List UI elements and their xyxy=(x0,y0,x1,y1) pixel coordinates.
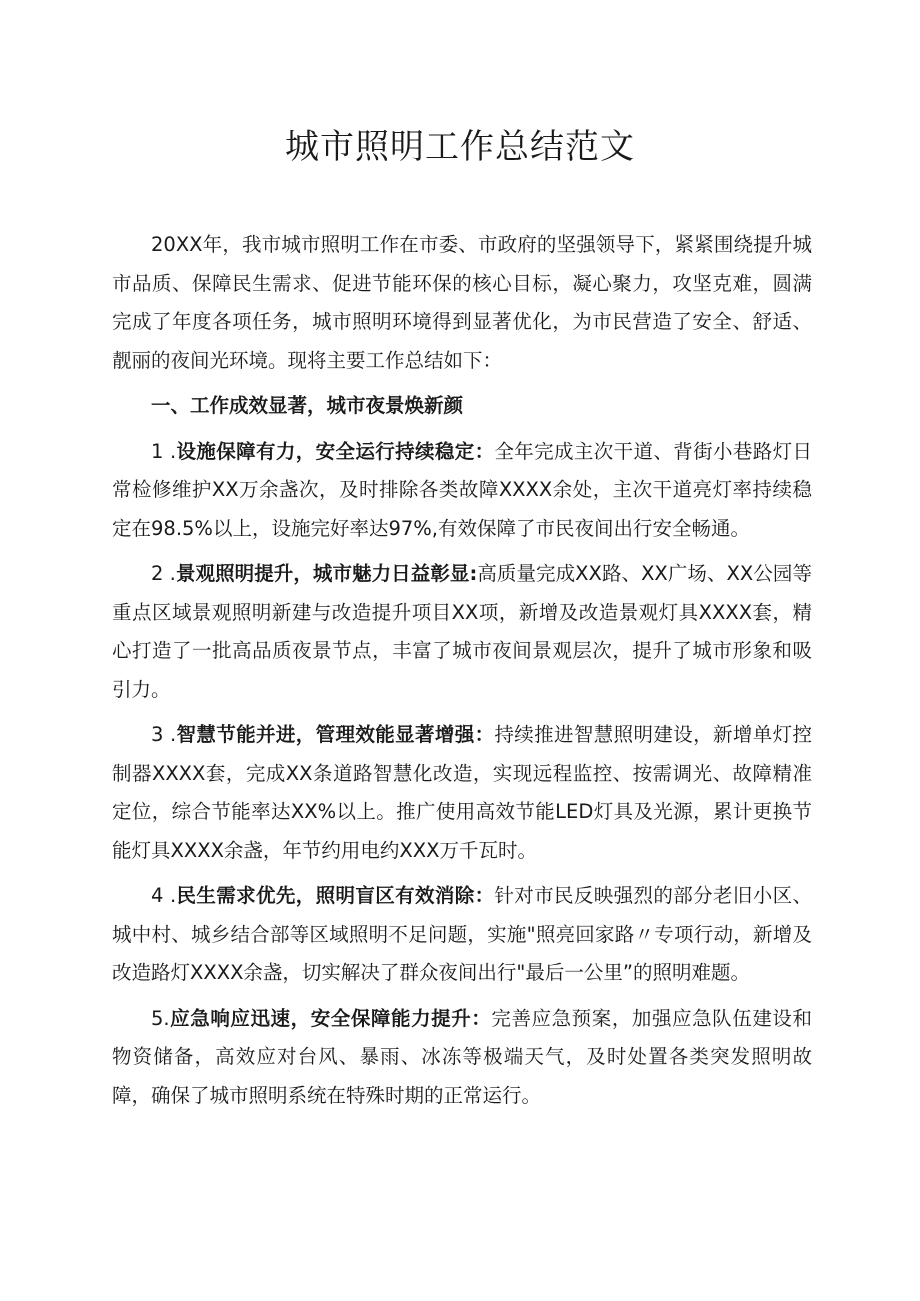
page-title: 城市照明工作总结范文 xyxy=(285,127,635,167)
item-lead: 民生需求优先，照明盲区有效消除： xyxy=(176,884,495,907)
item-text: 完善应急预案，加强应急队伍建设和物资储备，高效应对台风、暴雨、冰冻等极端天气，及时处置各类突发照明故障，确保了城市照明系统在特殊时期的正常运行。 xyxy=(112,1006,812,1107)
item-number: 1 . xyxy=(151,439,177,463)
item-text: 针对市民反映强烈的部分老旧小区、城中村、城乡结合部等区域照明不足问题，实施"照亮回家路〃专项行动，新增及改造路灯XXXX余盏，切实解决了群众夜间出行"最后一公里”的照明难题。 xyxy=(112,884,812,984)
document-body xyxy=(112,226,812,1122)
item-lead: 智慧节能并进，管理效能显著增强： xyxy=(176,723,495,746)
intro-paragraph: 20XX年，我市城市照明工作在市委、市政府的坚强领导下，紧紧围绕提升城市品质、保障民生需求、促进节能环保的核心目标，凝心聚力，攻坚克难，圆满完成了年度各项任务，城市照明环境得到显著优化，为市民营造了安全、舒适、靓丽的夜间光环境。现将主要工作总结如下： xyxy=(112,233,812,372)
list-item xyxy=(112,555,812,709)
item-text: 高质量完成XX路、XX广场、XX公园等重点区域景观照明新建与改造提升项目XX项，新增及改造景观灯具XXXX套，精心打造了一批高品质夜景节点，丰富了城市夜间景观层次，提升了城市形象和吸引力。 xyxy=(112,562,812,701)
item-lead: 设施保障有力，安全运行持续稳定： xyxy=(176,439,495,463)
item-lead: 应急响应迅速，安全保障能力提升： xyxy=(169,1006,492,1030)
item-number: 2 . xyxy=(151,562,176,585)
list-item xyxy=(112,1000,812,1116)
section-heading: 一、工作成效显著，城市夜景焕新颜 xyxy=(151,394,464,417)
item-text: 全年完成主次干道、背街小巷路灯日常检修维护XX万余盏次，及时排除各类故障XXXX余处，主次干道亮灯率持续稳定在98.5%以上，设施完好率达97%,有效保障了市民夜间出行安全畅通。 xyxy=(112,439,812,540)
list-item xyxy=(112,716,812,870)
item-number: 3 . xyxy=(151,723,177,746)
item-lead: 景观照明提升，城市魅力日益彰显: xyxy=(175,562,478,585)
list-item xyxy=(112,877,812,993)
item-text: 持续推进智慧照明建设，新增单灯控制器XXXX套，完成XX条道路智慧化改造，实现远程监控、按需调光、故障精准定位，综合节能率达XX%以上。推广使用高效节能LED灯具及光源，累计更换节能灯具XXXX余盏，年节约用电约XXX万千瓦时。 xyxy=(112,723,812,862)
list-item xyxy=(112,433,812,549)
item-number: 5. xyxy=(151,1006,170,1030)
item-number: 4 . xyxy=(151,884,177,907)
